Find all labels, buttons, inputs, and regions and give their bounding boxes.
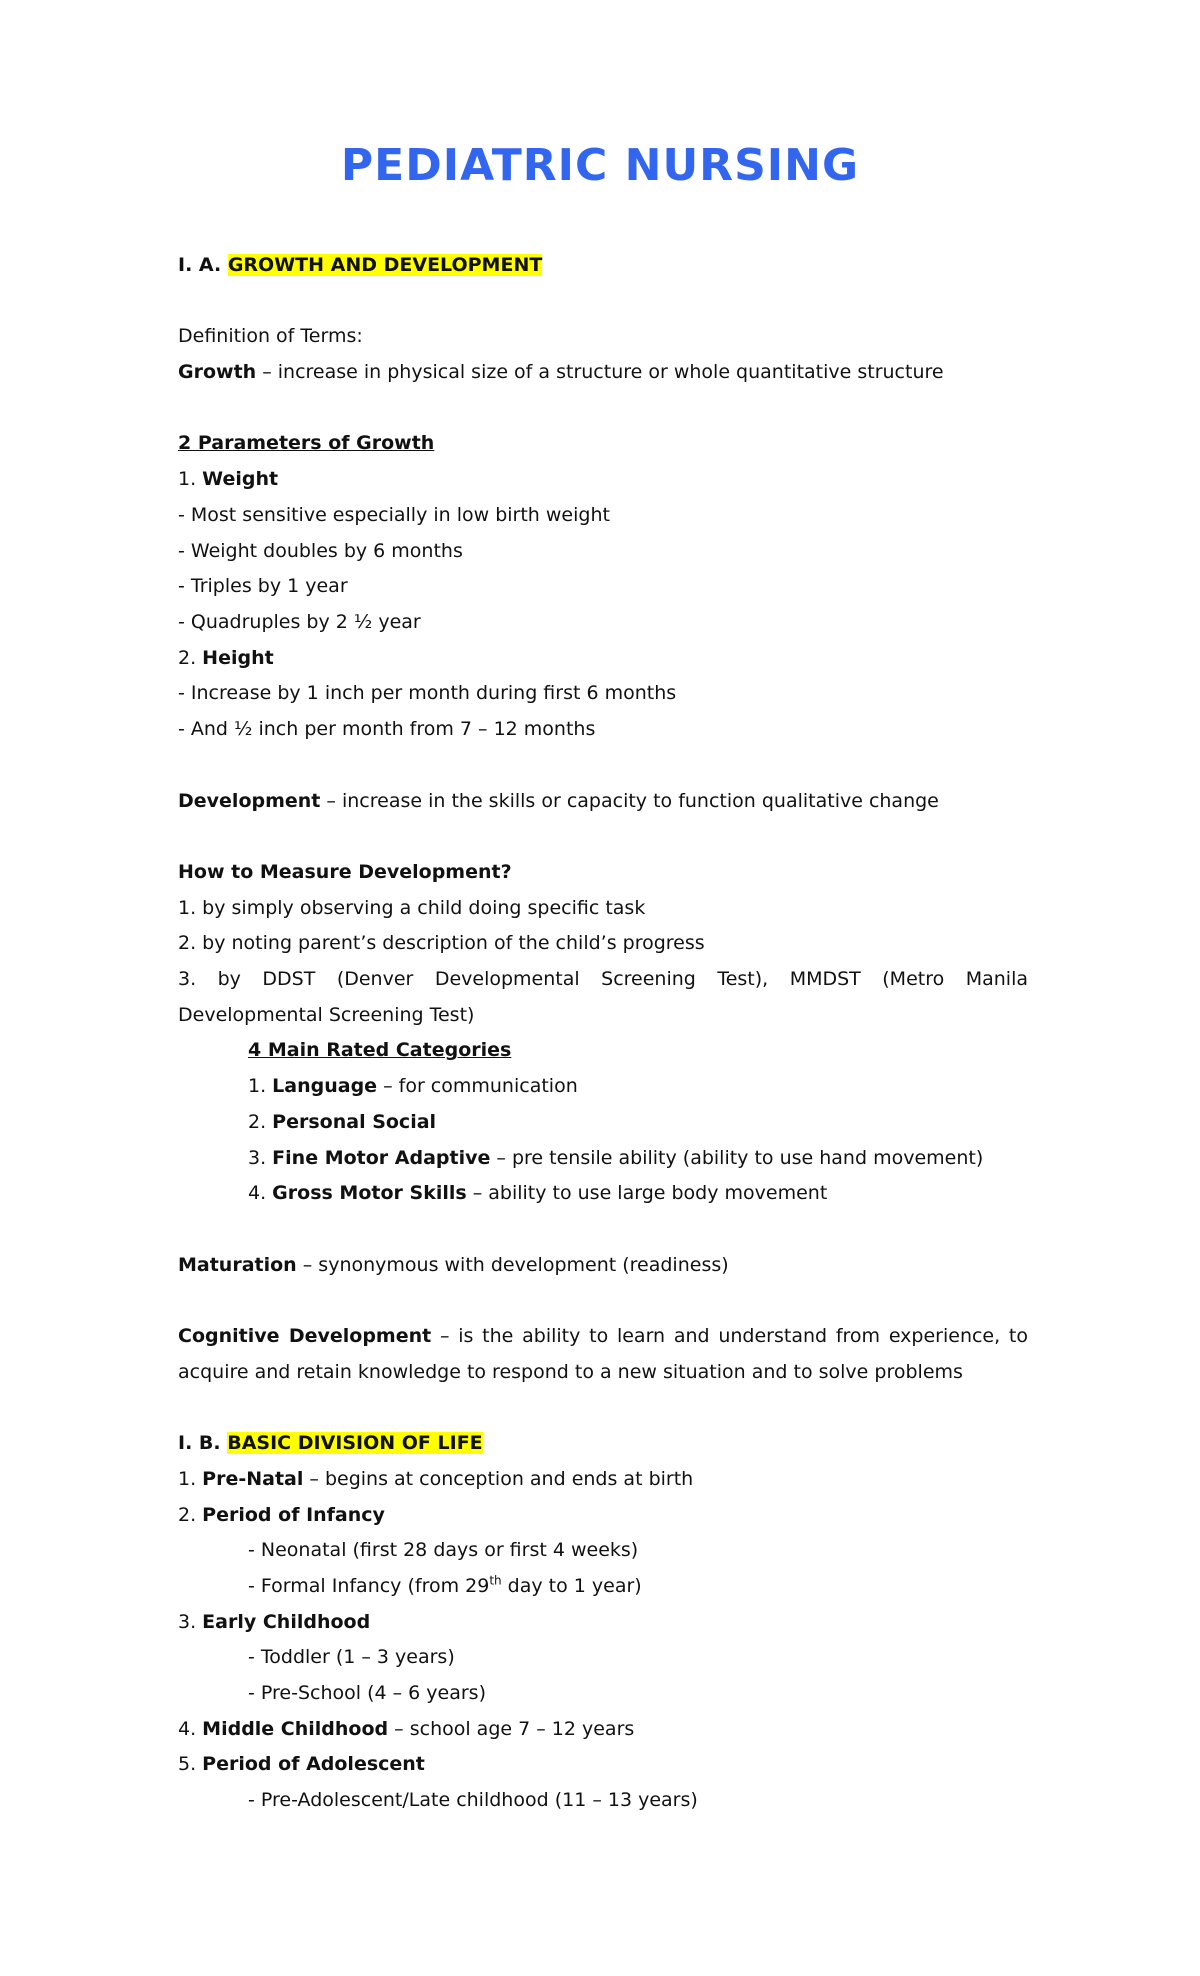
- infancy-subitem: [178, 1569, 1028, 1605]
- middle-childhood-item: [178, 1712, 1028, 1748]
- infancy-term: Period of Infancy: [202, 1503, 385, 1526]
- infancy-subitem: - Neonatal (first 28 days or first 4 weeks): [248, 1539, 639, 1562]
- infancy-num: 2.: [178, 1503, 203, 1526]
- weight-heading: [178, 462, 1028, 498]
- growth-definition: [178, 355, 1028, 391]
- adolescent-subitem: - Pre-Adolescent/Late childhood (11 – 13 years): [248, 1789, 698, 1812]
- prenatal-term: Pre-Natal: [202, 1467, 304, 1490]
- spacer: [178, 748, 1028, 784]
- formal-infancy-b: day to 1 year): [501, 1574, 642, 1597]
- measure-item: 2. by noting parent’s description of the child’s progress: [178, 932, 705, 955]
- section-b-title: BASIC DIVISION OF LIFE: [227, 1432, 483, 1455]
- measure-item: 1. by simply observing a child doing specific task: [178, 896, 646, 919]
- formal-infancy-a: - Formal Infancy (from 29: [248, 1574, 490, 1597]
- middle-def: – school age 7 – 12 years: [388, 1717, 635, 1740]
- height-item: - Increase by 1 inch per month during first 6 months: [178, 682, 677, 705]
- cognitive-def: – is the ability to learn and understand from experience, to acquire and retain knowledge to respond to a new situation and to solve problems: [178, 1325, 1028, 1383]
- spacer: [178, 819, 1028, 855]
- formal-infancy-sup: th: [489, 1573, 502, 1588]
- height-heading: [178, 641, 1028, 677]
- early-term: Early Childhood: [202, 1610, 371, 1633]
- maturation-definition: [178, 1248, 1028, 1284]
- document-body: [178, 248, 1028, 1819]
- adolescent-item: [178, 1747, 1028, 1783]
- category-num: 3.: [248, 1146, 273, 1169]
- category-desc: – pre tensile ability (ability to use hand movement): [490, 1146, 984, 1169]
- spacer: [178, 1390, 1028, 1426]
- section-a-heading: [178, 248, 1028, 284]
- weight-item: - Most sensitive especially in low birth weight: [178, 503, 610, 526]
- category-item: [178, 1176, 1028, 1212]
- growth-term: Growth: [178, 361, 257, 384]
- height-item: - And ½ inch per month from 7 – 12 months: [178, 718, 596, 741]
- category-num: 1.: [248, 1075, 273, 1098]
- document-title: PEDIATRIC NURSING: [340, 140, 860, 191]
- definition-label: Definition of Terms:: [178, 325, 363, 348]
- category-desc: – for communication: [377, 1075, 578, 1098]
- cognitive-definition: [178, 1319, 1028, 1390]
- spacer: [178, 391, 1028, 427]
- categories-heading: 4 Main Rated Categories: [248, 1039, 512, 1062]
- development-term: Development: [178, 789, 321, 812]
- section-b-prefix: I. B.: [178, 1432, 221, 1455]
- category-term: Fine Motor Adaptive: [272, 1146, 491, 1169]
- middle-term: Middle Childhood: [202, 1717, 389, 1740]
- early-subitem: - Pre-School (4 – 6 years): [248, 1682, 486, 1705]
- category-num: 4.: [248, 1182, 273, 1205]
- maturation-term: Maturation: [178, 1253, 297, 1276]
- development-def: – increase in the skills or capacity to function qualitative change: [320, 789, 939, 812]
- measure-item: 3. by DDST (Denver Developmental Screening Test), MMDST (Metro Manila Developmental Screening Test): [178, 968, 1028, 1026]
- category-num: 2.: [248, 1110, 273, 1133]
- category-desc: – ability to use large body movement: [466, 1182, 828, 1205]
- prenatal-def: – begins at conception and ends at birth: [303, 1467, 694, 1490]
- category-term: Gross Motor Skills: [272, 1182, 467, 1205]
- early-childhood-item: [178, 1605, 1028, 1641]
- height-num: 2.: [178, 646, 203, 669]
- development-definition: [178, 784, 1028, 820]
- infancy-item: [178, 1498, 1028, 1534]
- growth-def: – increase in physical size of a structure or whole quantitative structure: [256, 361, 944, 384]
- cognitive-term: Cognitive Development: [178, 1325, 432, 1347]
- section-b-heading: [178, 1426, 1028, 1462]
- weight-item: - Weight doubles by 6 months: [178, 539, 463, 562]
- section-a-prefix: I. A.: [178, 254, 222, 276]
- weight-label: Weight: [202, 468, 279, 491]
- spacer: [178, 1212, 1028, 1248]
- weight-item: - Triples by 1 year: [178, 575, 348, 598]
- measure-heading: How to Measure Development?: [178, 860, 512, 883]
- weight-num: 1.: [178, 468, 203, 491]
- adolescent-num: 5.: [178, 1753, 203, 1776]
- category-term: Personal Social: [272, 1110, 437, 1133]
- spacer: [178, 284, 1028, 320]
- height-label: Height: [202, 646, 274, 669]
- prenatal-num: 1.: [178, 1467, 203, 1490]
- parameters-heading: 2 Parameters of Growth: [178, 432, 435, 455]
- prenatal-item: [178, 1462, 1028, 1498]
- early-subitem: - Toddler (1 – 3 years): [248, 1646, 455, 1669]
- category-term: Language: [272, 1075, 378, 1098]
- early-num: 3.: [178, 1610, 203, 1633]
- middle-num: 4.: [178, 1717, 203, 1740]
- maturation-def: – synonymous with development (readiness): [296, 1253, 729, 1276]
- category-item: [178, 1141, 1028, 1177]
- adolescent-term: Period of Adolescent: [202, 1753, 425, 1776]
- section-a-title: GROWTH AND DEVELOPMENT: [227, 254, 543, 276]
- category-item: [178, 1069, 1028, 1105]
- weight-item: - Quadruples by 2 ½ year: [178, 611, 421, 633]
- category-item: [178, 1105, 1028, 1141]
- spacer: [178, 1283, 1028, 1319]
